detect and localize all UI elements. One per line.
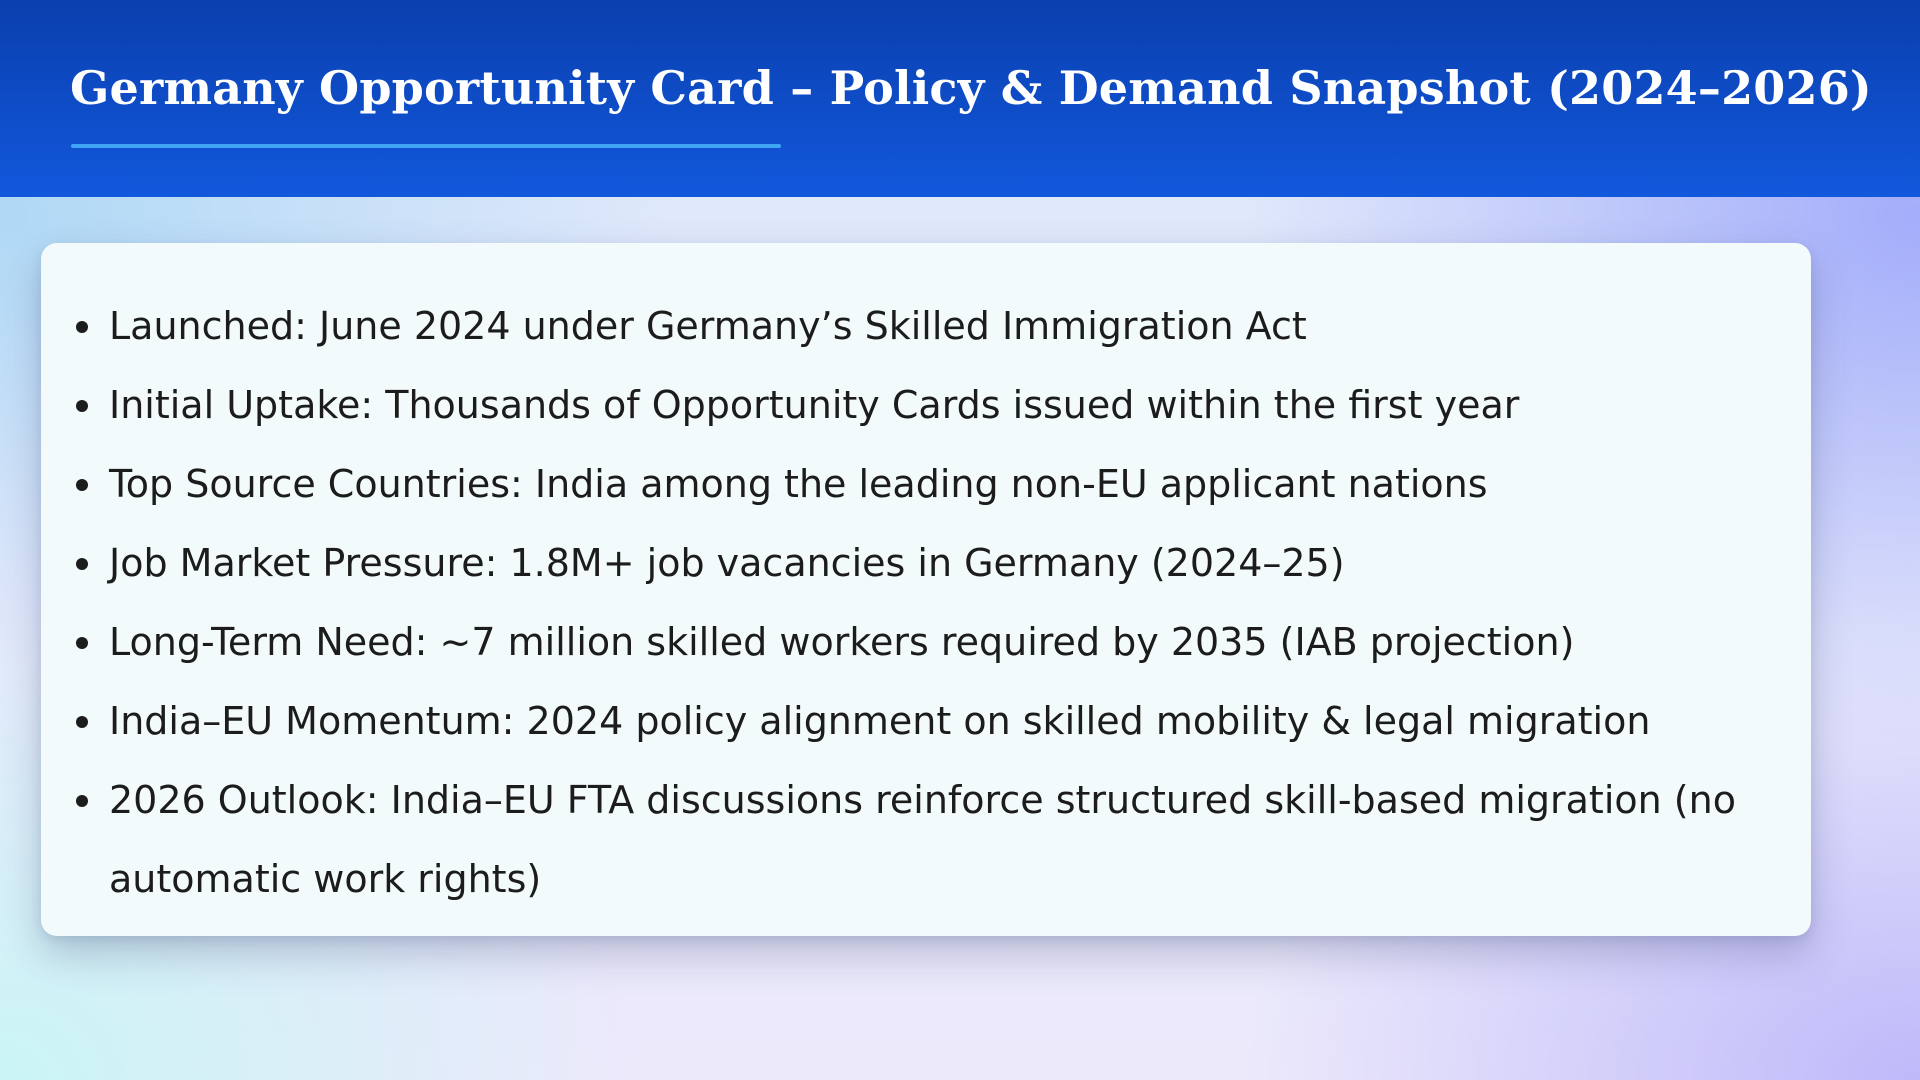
bullet-text: Job Market Pressure: 1.8M+ job vacancies in Germany (2024–25) — [109, 541, 1345, 585]
bullet-item — [41, 761, 1811, 919]
bullet-item — [41, 366, 1811, 445]
title-underline — [71, 144, 781, 148]
bullet-text: 2026 Outlook: India–EU FTA discussions reinforce structured skill-based migration (no automatic work rights) — [109, 778, 1736, 901]
bullet-item — [41, 445, 1811, 524]
bullet-icon — [76, 637, 88, 649]
bullet-item — [41, 524, 1811, 603]
bullet-item — [41, 682, 1811, 761]
slide-title: Germany Opportunity Card – Policy & Demand Snapshot (2024–2026) — [70, 61, 1872, 115]
bullet-list — [41, 287, 1811, 919]
bullet-item — [41, 287, 1811, 366]
title-banner — [0, 0, 1920, 197]
bullet-text: Initial Uptake: Thousands of Opportunity Cards issued within the first year — [109, 383, 1520, 427]
bullet-icon — [76, 716, 88, 728]
bullet-icon — [76, 479, 88, 491]
bullet-item — [41, 603, 1811, 682]
bullet-text: Top Source Countries: India among the leading non-EU applicant nations — [109, 462, 1488, 506]
bullet-text: Launched: June 2024 under Germany’s Skilled Immigration Act — [109, 304, 1307, 348]
bullet-icon — [76, 321, 88, 333]
bullet-icon — [76, 558, 88, 570]
bullet-icon — [76, 795, 88, 807]
bullet-icon — [76, 400, 88, 412]
bullet-text: India–EU Momentum: 2024 policy alignment on skilled mobility & legal migration — [109, 699, 1651, 743]
bullet-text: Long-Term Need: ~7 million skilled workers required by 2035 (IAB projection) — [109, 620, 1575, 664]
content-card — [41, 243, 1811, 936]
